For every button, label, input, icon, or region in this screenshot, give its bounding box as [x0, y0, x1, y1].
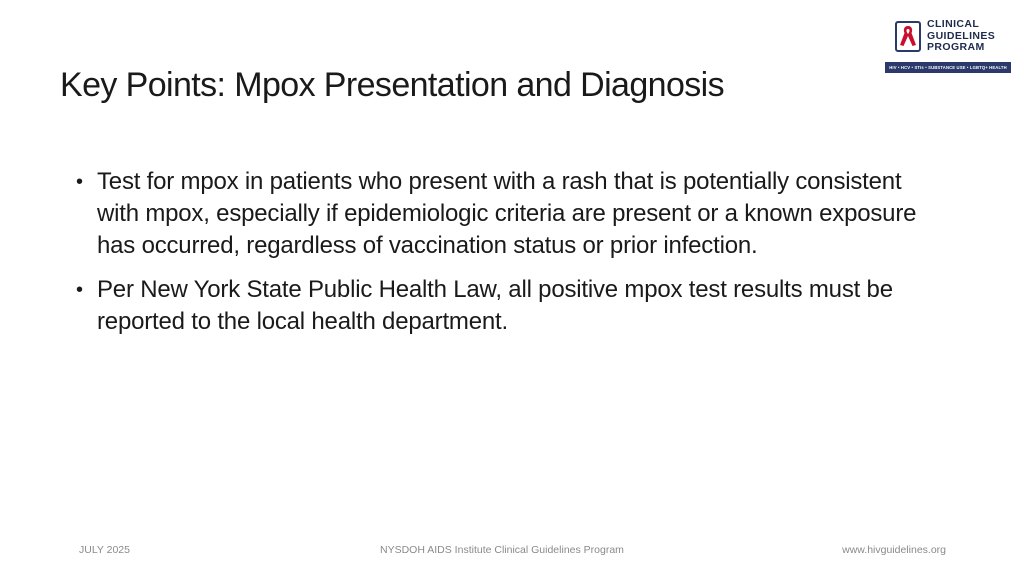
bullet-text: Test for mpox in patients who present with a rash that is potentially consistent with mpox, especially if epidemiologic criteria are present or a known exposure has occurred, regardless of vaccination status or prior infection.: [97, 168, 917, 259]
bullet-item: [76, 166, 946, 262]
bullet-marker: •: [76, 279, 83, 301]
logo-tagline: HIV • HCV • STIs • SUBSTANCE USE • LGBTQ+ HEALTH: [885, 62, 1011, 73]
logo-line-3: PROGRAM: [927, 41, 985, 53]
logo-line-2: GUIDELINES: [927, 29, 996, 42]
bullet-marker: •: [76, 171, 83, 193]
red-ribbon-icon: [895, 21, 921, 52]
slide-title: Key Points: Mpox Presentation and Diagnosis: [60, 66, 725, 104]
logo-wordmark: [927, 19, 995, 54]
bullet-list: [76, 166, 946, 350]
footer-date: JULY 2025: [79, 544, 130, 556]
clinical-guidelines-program-logo: [885, 18, 1011, 76]
footer-program: NYSDOH AIDS Institute Clinical Guidelines Program: [380, 544, 624, 556]
footer-url: www.hivguidelines.org: [842, 544, 946, 556]
logo-line-1: CLINICAL: [927, 18, 980, 30]
bullet-item: [76, 274, 946, 338]
bullet-text: Per New York State Public Health Law, all positive mpox test results must be reported to the local health department.: [97, 276, 893, 335]
